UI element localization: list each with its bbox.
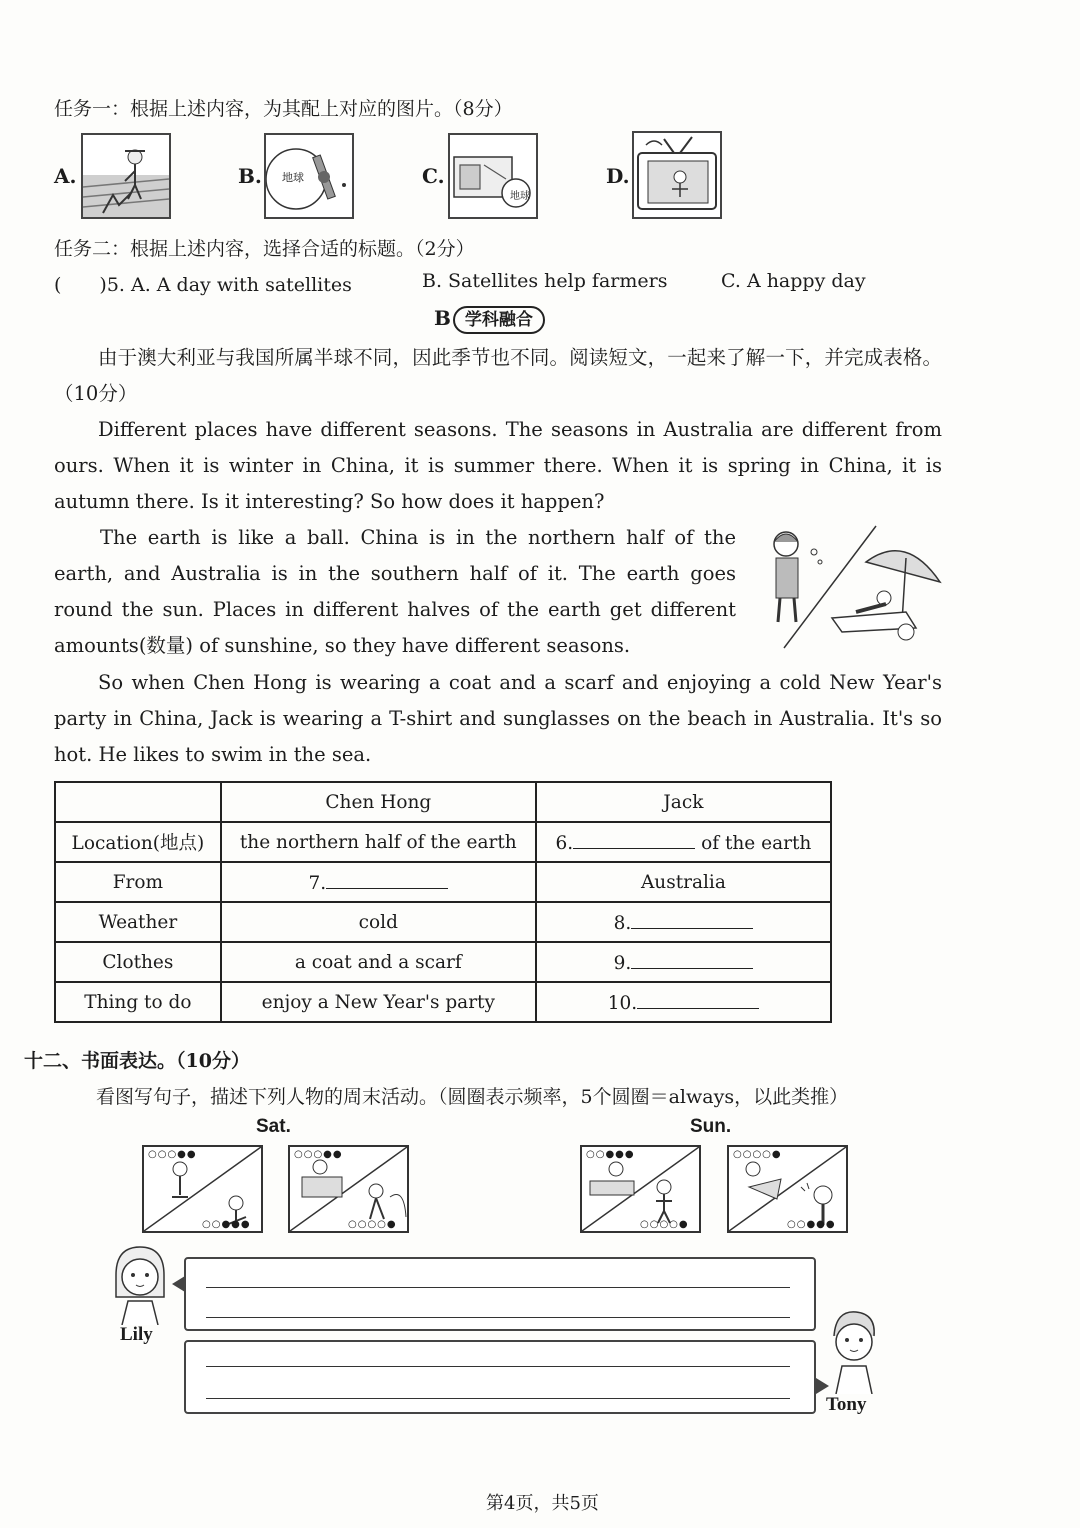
earth-label-c: 地球: [510, 191, 530, 202]
row-label-thing-to-do: Thing to do: [55, 982, 221, 1022]
table-row: [55, 862, 831, 902]
section-b-letter: B: [434, 306, 451, 330]
blank-9-answer[interactable]: [631, 950, 753, 969]
tony-answer-line-1[interactable]: [206, 1366, 790, 1367]
activity-picture-sat-1: [142, 1145, 263, 1233]
chen-clothes: a coat and a scarf: [221, 942, 536, 982]
blank-8-answer[interactable]: [631, 910, 753, 929]
table-row: [55, 902, 831, 942]
television-picture: [632, 131, 722, 219]
frequency-dots: ○○○○●: [348, 1219, 397, 1230]
activity-picture-sat-2: [288, 1145, 409, 1233]
chen-from-cell: [221, 862, 536, 902]
row-label-location: Location(地点): [55, 822, 221, 862]
row-label-from: From: [55, 862, 221, 902]
frequency-dots: ○○●●●: [586, 1149, 635, 1160]
table-row: [55, 942, 831, 982]
blank-6-number: 6.: [555, 833, 574, 854]
blank-8-number: 8.: [613, 913, 632, 934]
option-b-letter: B.: [238, 164, 262, 188]
option-d-letter: D.: [606, 164, 630, 188]
jack-from: Australia: [536, 862, 831, 902]
section-b-heading: [434, 306, 545, 334]
gps-map-picture: [448, 133, 538, 219]
frequency-dots: ○○●●●: [202, 1219, 251, 1230]
blank-7-answer[interactable]: [326, 870, 448, 889]
activity-picture-sun-2: [727, 1145, 848, 1233]
table-header-empty: [55, 782, 221, 822]
intro-text: 由于澳大利亚与我国所属半球不同，因此季节也不同。阅读短文，一起来了解一下，并完成表格。（10分）: [54, 346, 942, 405]
comparison-table: [54, 781, 832, 1023]
option-a-letter: A.: [54, 164, 77, 188]
table-header-chen-hong: Chen Hong: [221, 782, 536, 822]
passage-paragraph-3: [54, 665, 942, 773]
frequency-dots: ○○●●●: [787, 1219, 836, 1230]
chen-weather: cold: [221, 902, 536, 942]
table-header-row: [55, 782, 831, 822]
table-row: [55, 822, 831, 862]
lily-avatar: [108, 1245, 172, 1325]
saturday-label: Sat.: [256, 1116, 291, 1137]
question-5: ( )5. A. A day with satellites: [54, 274, 352, 296]
blank-10-number: 10.: [607, 993, 638, 1014]
farmer-field-picture: [81, 133, 171, 219]
satellite-earth-picture: [264, 133, 354, 219]
blank-10-answer[interactable]: [637, 990, 759, 1009]
lily-writing-box: [184, 1257, 816, 1331]
passage-paragraph-1: [54, 412, 942, 520]
subject-integration-tag: 学科融合: [453, 306, 545, 334]
lily-answer-line-1[interactable]: [206, 1287, 790, 1288]
blank-9-number: 9.: [613, 953, 632, 974]
tony-answer-line-2[interactable]: [206, 1398, 790, 1399]
paragraph-2-text: The earth is like a ball. China is in the northern half of the earth, and Australia is in the southern half of it. The earth goes round the sun. Places in different halves of the earth get different amounts(数量) of sunshine, so they have different seasons.: [54, 526, 736, 657]
passage-paragraph-2: [54, 520, 736, 664]
jack-location-cell: [536, 822, 831, 862]
frequency-dots: ○○○●●: [294, 1149, 343, 1160]
lily-bubble-pointer: [172, 1276, 185, 1292]
task2-title: 任务二：根据上述内容，选择合适的标题。（2分）: [54, 238, 475, 260]
row-label-clothes: Clothes: [55, 942, 221, 982]
blank-7-number: 7.: [308, 873, 327, 894]
lily-answer-line-2[interactable]: [206, 1317, 790, 1318]
jack-weather-cell: [536, 902, 831, 942]
table-row: [55, 982, 831, 1022]
writing-instruction: 看图写句子，描述下列人物的周末活动。（圆圈表示频率，5个圆圈＝always，以此类推）: [96, 1086, 849, 1108]
page-footer: 第4页，共5页: [486, 1493, 599, 1514]
chen-thing-to-do: enjoy a New Year's party: [221, 982, 536, 1022]
section-b-intro: [54, 340, 942, 412]
blank-6-answer[interactable]: [573, 830, 695, 849]
paragraph-1-text: Different places have different seasons. The seasons in Australia are different from ours. When it is winter in China, it is summer there. When it is spring in China, it is autumn there. Is it interesting? So how does it happen?: [54, 418, 942, 513]
jack-clothes-cell: [536, 942, 831, 982]
chen-location: the northern half of the earth: [221, 822, 536, 862]
activity-picture-sun-1: [580, 1145, 701, 1233]
frequency-dots: ○○○○●: [640, 1219, 689, 1230]
question-5-option-c: C. A happy day: [721, 270, 866, 292]
jack-location-suffix: of the earth: [701, 833, 812, 854]
lily-name: Lily: [120, 1324, 153, 1345]
task1-title: 任务一：根据上述内容，为其配上对应的图片。（8分）: [54, 98, 513, 120]
seasons-illustration: [756, 522, 942, 650]
frequency-dots: ○○○○●: [733, 1149, 782, 1160]
row-label-weather: Weather: [55, 902, 221, 942]
sunday-label: Sun.: [690, 1116, 732, 1137]
earth-label-b: 地球: [282, 171, 304, 184]
tony-avatar: [824, 1306, 884, 1394]
tony-name: Tony: [826, 1394, 867, 1415]
table-header-jack: Jack: [536, 782, 831, 822]
frequency-dots: ○○○●●: [148, 1149, 197, 1160]
question-5-option-b: B. Satellites help farmers: [422, 270, 668, 292]
jack-thing-to-do-cell: [536, 982, 831, 1022]
option-c-letter: C.: [422, 164, 445, 188]
tony-writing-box: [184, 1340, 816, 1414]
paragraph-3-text: So when Chen Hong is wearing a coat and a scarf and enjoying a cold New Year's party in China, Jack is wearing a T-shirt and sunglasses on the beach in Australia. It's so hot. He likes to swim in the sea.: [54, 671, 942, 766]
writing-section-title: 十二、书面表达。（10分）: [24, 1050, 250, 1072]
